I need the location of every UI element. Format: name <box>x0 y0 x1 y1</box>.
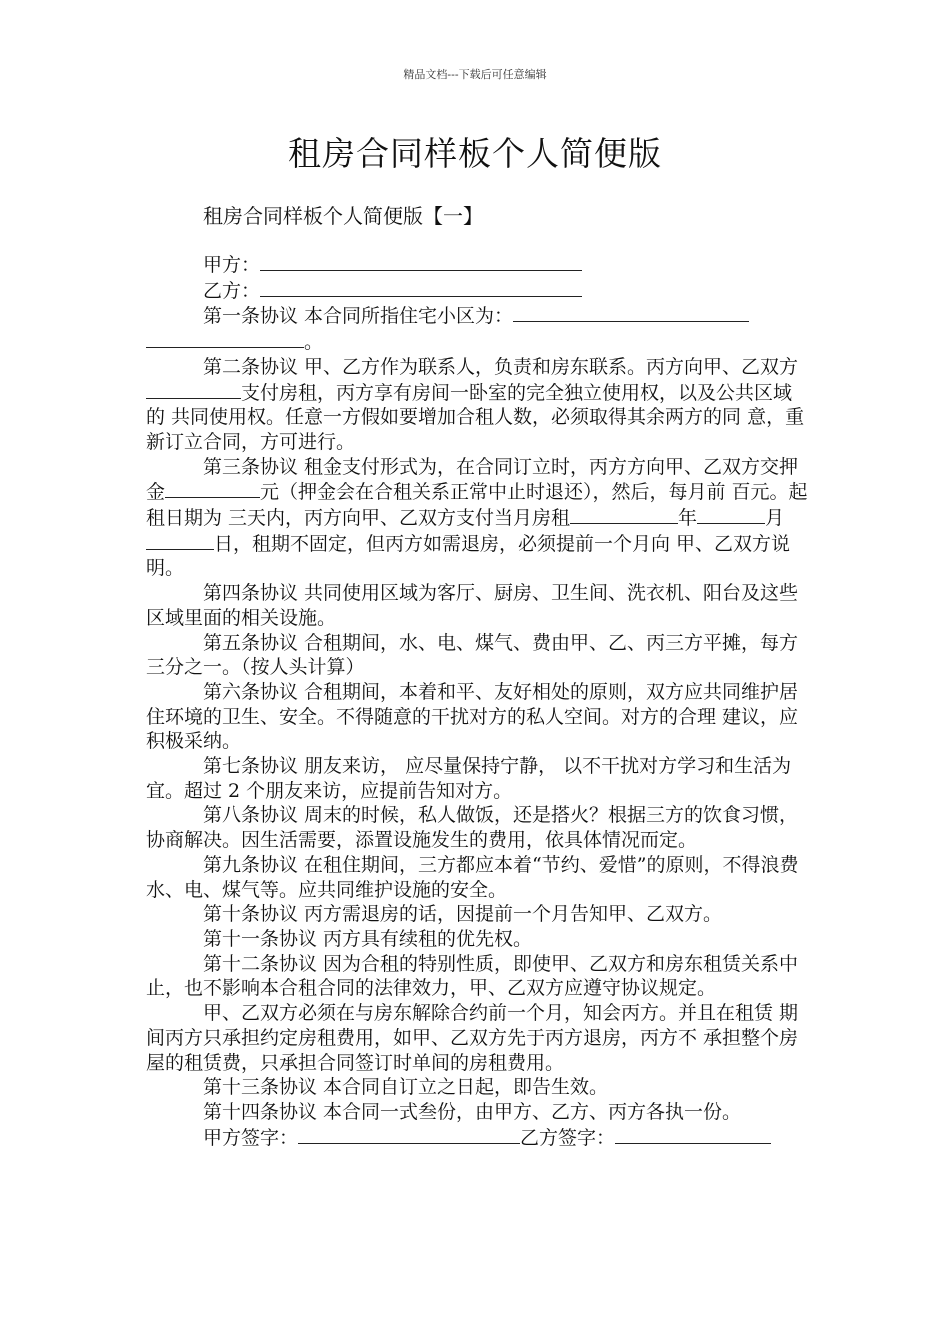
sign-b-label: 乙方签字： <box>520 1126 616 1149</box>
article-12: 第十二条协议 因为合租的特别性质，即使甲、乙双方和房东租赁关系中 止，也不影响本合租合同的法律效力，甲、乙双方应遵守协议规定。 <box>146 952 799 1000</box>
extra-clause: 甲、乙双方必须在与房东解除合约前一个月，知会丙方。并且在租赁 期间丙方只承担约定房租费用，如甲、乙双方先于丙方退房，丙方不 承担整个房屋的租赁费，只承担合同签订时单间的房租费用。 <box>146 1002 799 1074</box>
day-blank <box>146 531 214 550</box>
article-11: 第十一条协议 丙方具有续租的优先权。 <box>203 927 533 950</box>
article-1-blank-2 <box>146 329 304 348</box>
article-3 <box>146 455 810 582</box>
article-2-text-a: 第二条协议 甲、乙方作为联系人，负责和房东联系。丙方向甲、乙双方 <box>203 355 799 378</box>
article-3-text-a: 第三条协议 租金支付形式为，在合同订立时，丙方方向甲、乙双方交押金 <box>146 455 799 504</box>
article-8: 第八条协议 周末的时候，私人做饭，还是搭火？根据三方的饮食习惯， 协商解决。因生活需要，添置设施发生的费用，依具体情况而定。 <box>146 804 799 852</box>
article-13: 第十三条协议 本合同自订立之日起，即告生效。 <box>203 1076 609 1099</box>
signature-line <box>146 1125 810 1151</box>
article-9: 第九条协议 在租住期间，三方都应本着“节约、爱惜”的原则，不得浪费 水、电、煤气等。应共同维护设施的安全。 <box>146 853 799 901</box>
article-7: 第七条协议 朋友来访， 应尽量保持宁静， 以不干扰对方学习和生活为宜。超过 2 个朋友来访，应提前告知对方。 <box>146 755 792 802</box>
contract-body <box>146 252 810 1150</box>
month-blank <box>697 505 765 524</box>
article-2-text-b: 支付房租，丙方享有房间一卧室的完全独立使用权，以及公共区域的 共同使用权。任意一方假如要增加合租人数，必须取得其余两方的同 意，重新订立合同，方可进行。 <box>146 381 805 453</box>
article-3-text-e: 日，租期不固定，但丙方如需退房，必须提前一个月向 甲、乙双方说明。 <box>146 532 791 580</box>
article-1-blank <box>513 303 749 322</box>
party-a-line <box>146 252 810 278</box>
party-b-label: 乙方： <box>203 279 261 302</box>
sign-a-label: 甲方签字： <box>203 1126 299 1149</box>
article-14: 第十四条协议 本合同一式叁份，由甲方、乙方、丙方各执一份。 <box>203 1100 742 1123</box>
party-a-label: 甲方： <box>203 254 261 276</box>
document-title: 租房合同样板个人简便版 <box>288 134 662 173</box>
article-3-month: 月 <box>765 507 785 530</box>
article-1-text: 第一条协议 本合同所指住宅小区为： <box>203 305 514 328</box>
page-header: 精品文档---下载后可任意编辑 <box>403 68 547 81</box>
article-3-year: 年 <box>678 507 698 530</box>
party-a-blank <box>260 252 582 271</box>
article-6: 第六条协议 合租期间，本着和平、友好相处的原则，双方应共同维护居 住环境的卫生、安全。不得随意的干扰对方的私人空间。对方的合理 建议，应积极采纳。 <box>146 680 799 753</box>
sign-a-blank <box>298 1125 520 1144</box>
article-5: 第五条协议 合租期间，水、电、煤气、费由甲、乙、丙三方平摊，每方 三分之一。（按人头计算） <box>146 631 799 679</box>
year-blank <box>570 505 678 524</box>
article-2-blank <box>146 380 241 399</box>
article-4: 第四条协议 共同使用区域为客厅、厨房、卫生间、洗衣机、阳台及这些 区域里面的相关设施。 <box>146 582 799 629</box>
deposit-blank <box>165 479 260 498</box>
sign-b-blank <box>615 1125 771 1144</box>
article-3-text-b: 元（押金会在合租关系正常中止时退还），然后，每月前 百元。起租日期为 三天内，丙方向甲、乙双方支付当月房租 <box>146 481 808 530</box>
article-1 <box>146 303 810 329</box>
party-b-line <box>146 278 810 304</box>
article-1-end: 。 <box>304 331 324 354</box>
article-10: 第十条协议 丙方需退房的话，因提前一个月告知甲、乙双方。 <box>203 903 723 926</box>
party-b-blank <box>260 278 582 297</box>
article-2 <box>146 355 810 455</box>
article-1-continuation <box>146 329 810 355</box>
document-subtitle: 租房合同样板个人简便版【一】 <box>203 204 483 228</box>
